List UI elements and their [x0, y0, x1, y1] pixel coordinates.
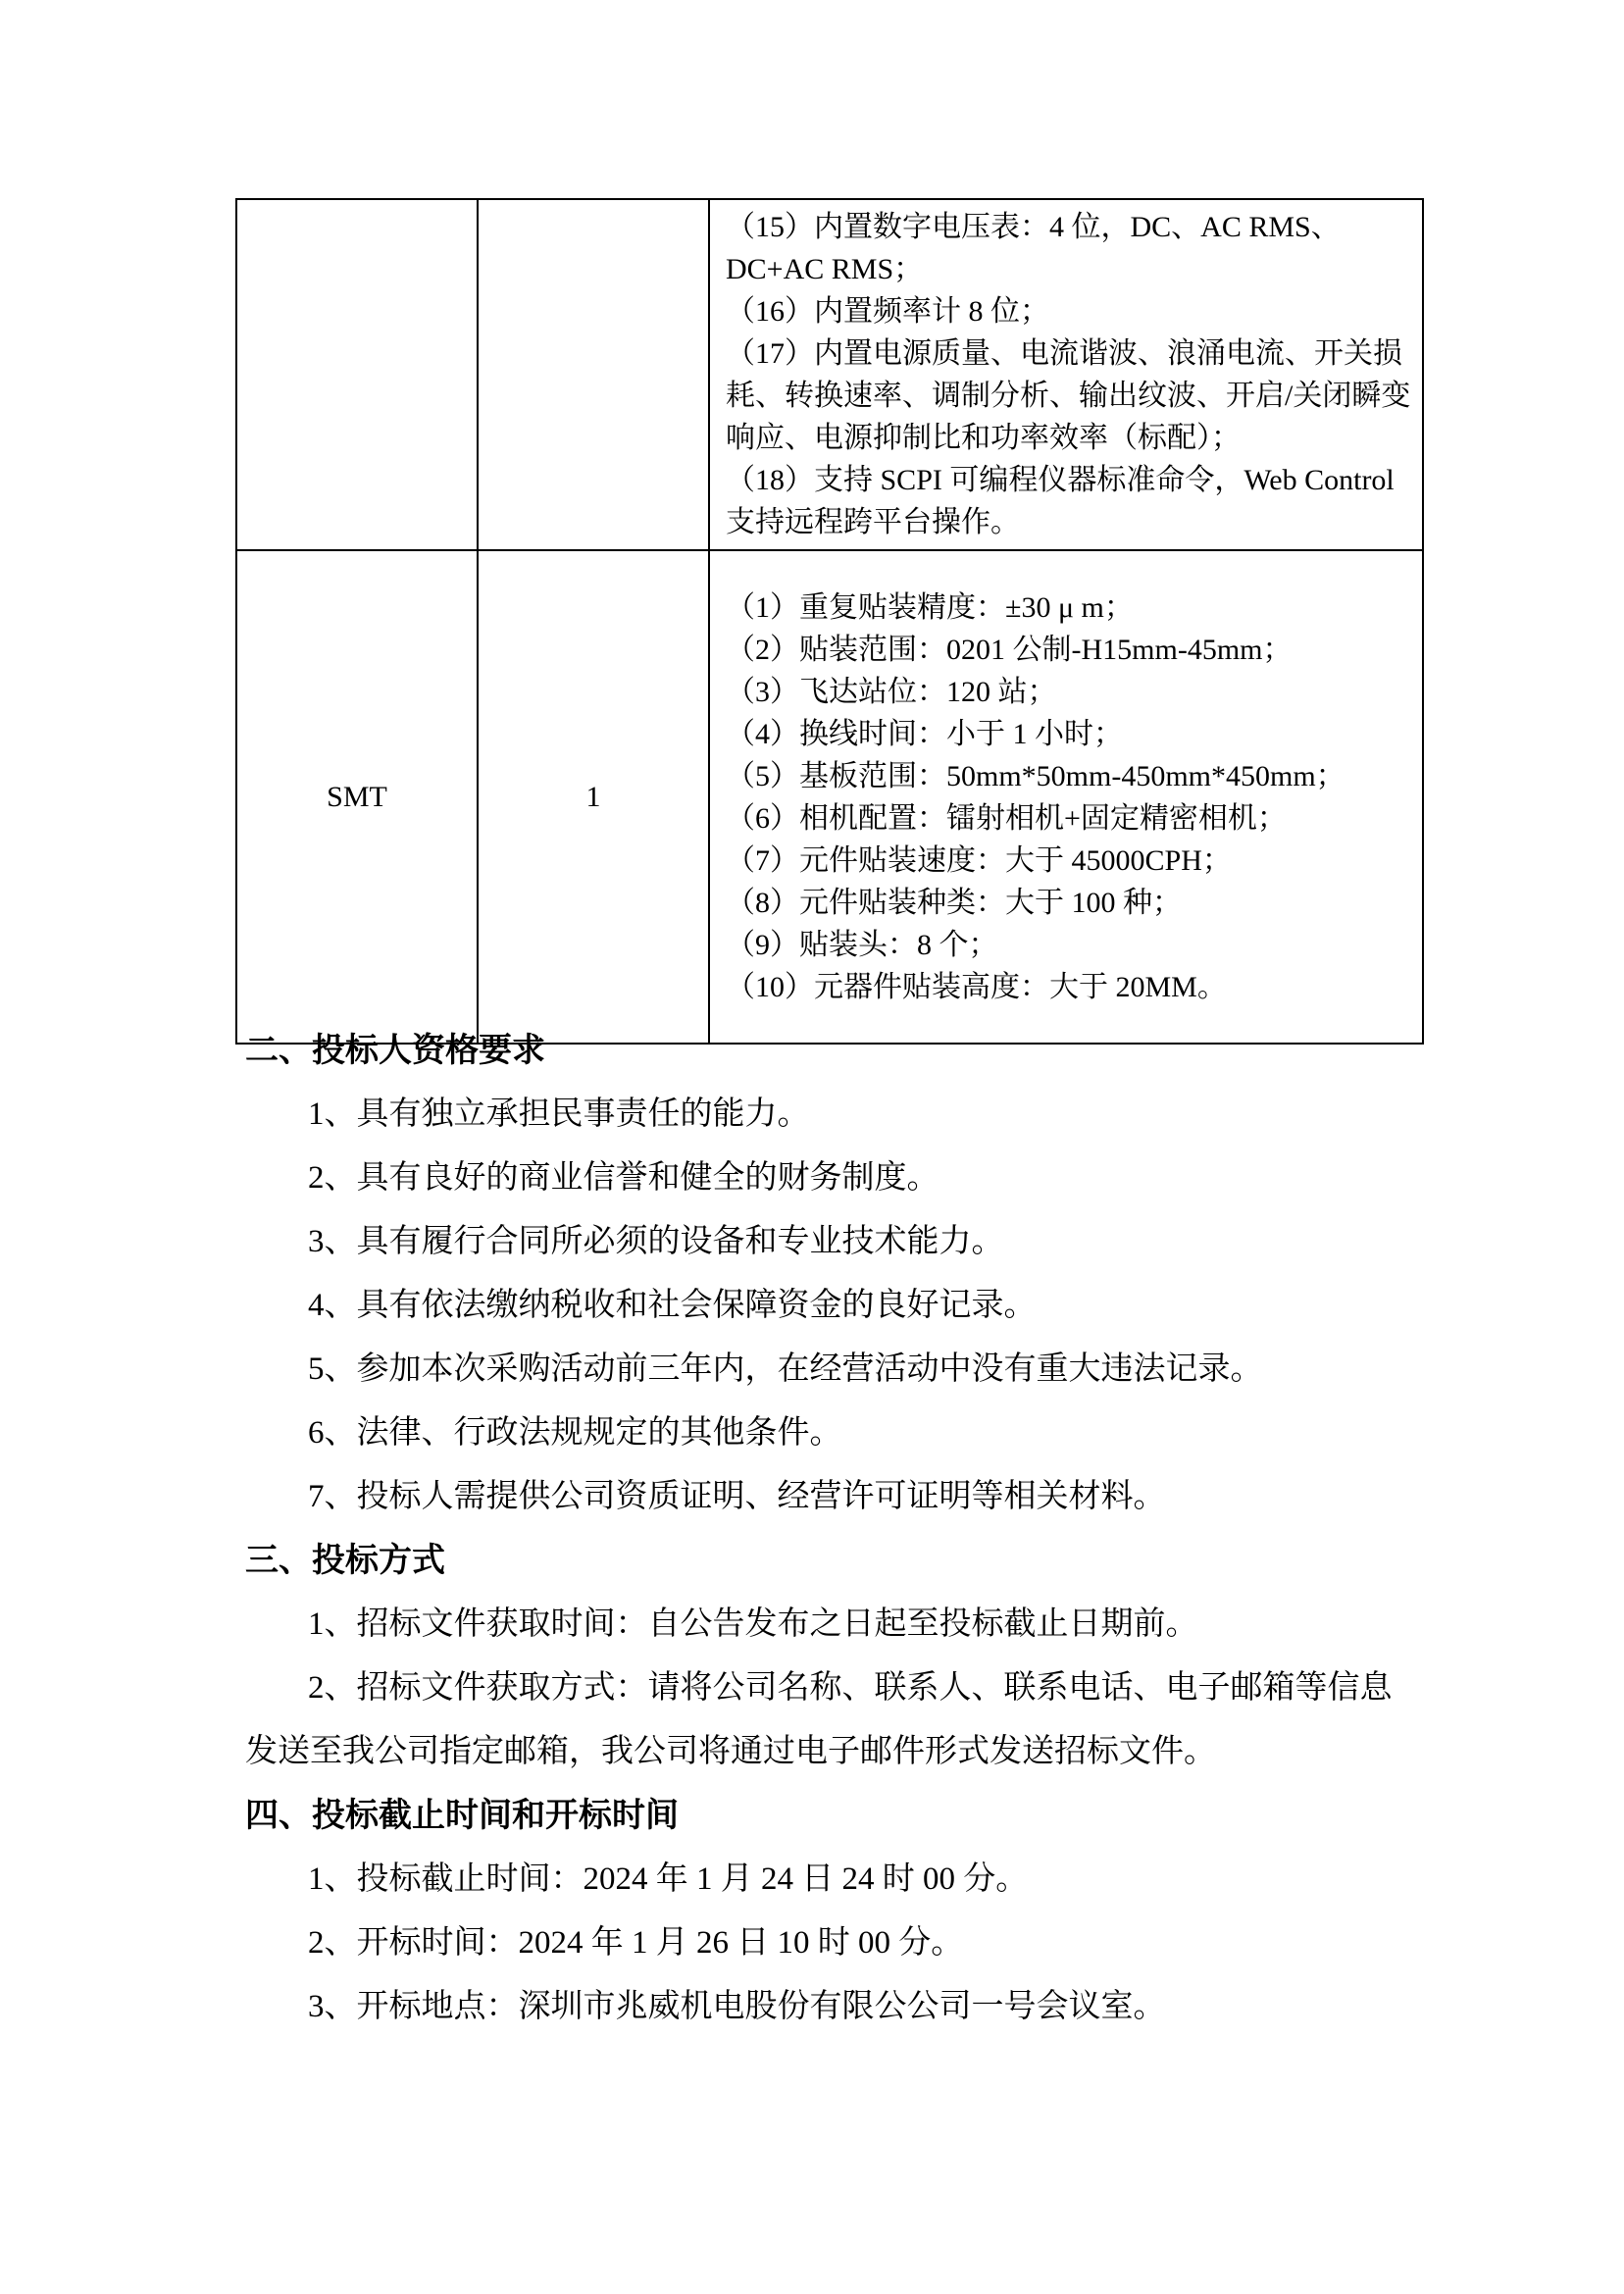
qualification-item: 6、法律、行政法规规定的其他条件。: [308, 1415, 842, 1451]
spec-line: （3）飞达站位：120 站；: [726, 675, 1057, 708]
deadline-item: 3、开标地点：深圳市兆威机电股份有限公公司一号会议室。: [308, 1989, 1166, 2024]
spec-line: （2）贴装范围：0201 公制-H15mm-45mm；: [726, 633, 1293, 666]
qualification-item: 5、参加本次采购活动前三年内，在经营活动中没有重大违法记录。: [308, 1351, 1263, 1387]
spec-line: （5）基板范围：50mm*50mm-450mm*450mm；: [726, 759, 1345, 792]
section-heading-bidding-method: 三、投标方式: [245, 1543, 445, 1579]
spec-line: （6）相机配置：镭射相机+固定精密相机；: [726, 801, 1287, 835]
bidding-method-item: 1、招标文件获取时间：自公告发布之日起至投标截止日期前。: [308, 1606, 1198, 1642]
deadline-item: 2、开标时间：2024 年 1 月 26 日 10 时 00 分。: [308, 1925, 964, 1961]
qualification-item: 3、具有履行合同所必须的设备和专业技术能力。: [308, 1224, 1004, 1259]
spec-line: （1）重复贴装精度：±30 μ m；: [726, 590, 1134, 624]
equipment-name-cell: [236, 199, 478, 550]
deadline-item: 1、投标截止时间：2024 年 1 月 24 日 24 时 00 分。: [308, 1861, 1029, 1897]
equipment-name-cell: SMT: [236, 550, 478, 1044]
qualification-item: 4、具有依法缴纳税收和社会保障资金的良好记录。: [308, 1288, 1037, 1323]
quantity-cell: [478, 199, 709, 550]
spec-line: （15）内置数字电压表：4 位，DC、AC RMS、DC+AC RMS；: [726, 211, 1341, 285]
equipment-spec-table: [235, 198, 1424, 1045]
spec-line: （8）元件贴装种类：大于 100 种；: [726, 886, 1182, 919]
spec-line: （4）换线时间：小于 1 小时；: [726, 717, 1123, 750]
table-row-smt: [236, 550, 1423, 1044]
spec-line: （17）内置电源质量、电流谐波、浪涌电流、开关损耗、转换速率、调制分析、输出纹波、开启/关闭瞬变响应、电源抑制比和功率效率（标配）；: [726, 337, 1411, 454]
spec-line: （7）元件贴装速度：大于 45000CPH；: [726, 843, 1232, 877]
bidding-method-item: 2、招标文件获取方式：请将公司名称、联系人、联系电话、电子邮箱等信息发送至我公司指定邮箱，我公司将通过电子邮件形式发送招标文件。: [245, 1670, 1393, 1769]
spec-line: （10）元器件贴装高度：大于 20MM。: [726, 970, 1227, 1003]
spec-cell: [709, 550, 1423, 1044]
qualification-item: 1、具有独立承担民事责任的能力。: [308, 1096, 810, 1132]
table-row-continuation: [236, 199, 1423, 550]
spec-cell: [709, 199, 1423, 550]
section-heading-deadline-and-opening: 四、投标截止时间和开标时间: [245, 1798, 679, 1834]
spec-line: （16）内置频率计 8 位；: [726, 295, 1049, 328]
spec-line: （9）贴装头：8 个；: [726, 928, 998, 961]
spec-line: （18）支持 SCPI 可编程仪器标准命令，Web Control 支持远程跨平台操作。: [726, 464, 1395, 538]
qualification-item: 2、具有良好的商业信誉和健全的财务制度。: [308, 1160, 939, 1196]
document-body: [245, 1019, 1414, 2039]
section-heading-bidder-qualification: 二、投标人资格要求: [245, 1033, 545, 1069]
qualification-item: 7、投标人需提供公司资质证明、经营许可证明等相关材料。: [308, 1479, 1166, 1514]
quantity-cell: 1: [478, 550, 709, 1044]
